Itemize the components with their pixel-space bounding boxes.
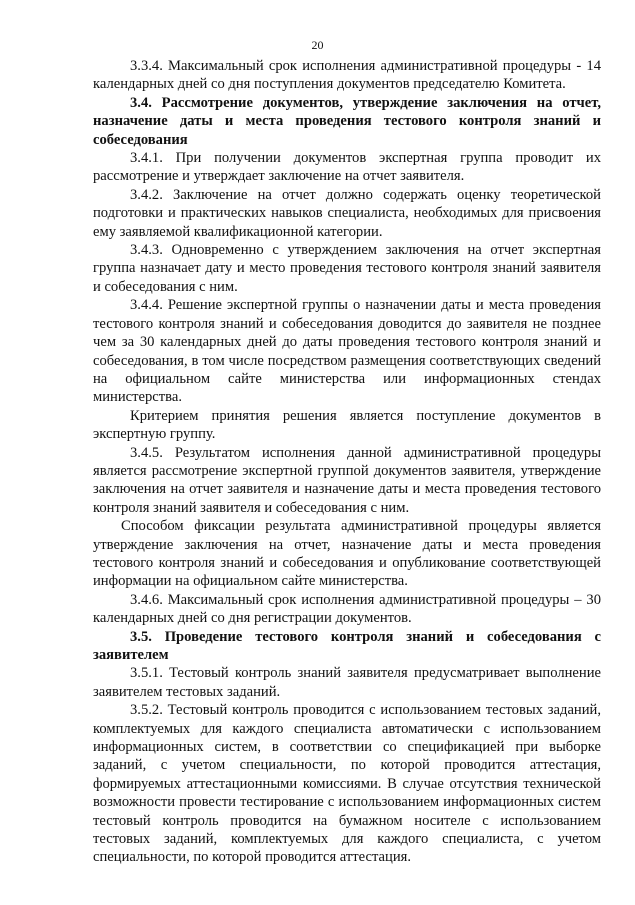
document-body — [93, 57, 601, 867]
section-heading-3-5: 3.5. Проведение тестового контроля знаний и собеседования с заявителем — [93, 628, 601, 663]
paragraph-3-4-4: 3.4.4. Решение экспертной группы о назначении даты и места проведения тестового контроля знаний и собеседования доводится до заявителя не позднее чем за 30 календарных дней до даты проведения тестового контроля знаний и собеседования, в том числе посредством размещения соответствующих сведений на официальном сайте министерства или информационных стендах министерства. — [93, 297, 601, 406]
paragraph-3-4-5: 3.4.5. Результатом исполнения данной административной процедуры является рассмотрение экспертной группой документов заявителя, утверждение заключения на отчет заявителя и назначение даты и места проведения тестового контроля знаний заявителя и собеседования с ним. — [93, 444, 601, 516]
paragraph-3-4-2: 3.4.2. Заключение на отчет должно содержать оценку теоретической подготовки и практических навыков специалиста, необходимых для присвоения ему заявляемой квалификационной категории. — [93, 186, 601, 240]
section-heading-3-4: 3.4. Рассмотрение документов, утверждение заключения на отчет, назначение даты и места проведения тестового контроля знаний и собеседования — [93, 94, 601, 148]
paragraph-3-4-1: 3.4.1. При получении документов экспертная группа проводит их рассмотрение и утверждает заключение на отчет заявителя. — [93, 150, 601, 185]
paragraph-3-5-2: 3.5.2. Тестовый контроль проводится с использованием тестовых заданий, комплектуемых для каждого специалиста автоматически с использованием информационных систем, в соответствии со спецификацией при выборке заданий, с учетом специальности, по которой проводится аттестация, формируемых аттестационными комиссиями. В случае отсутствия технической возможности провести тестирование с использованием информационных систем тестовый контроль проводится на бумажном носителе с использованием тестовых заданий, комплектуемых для каждого специалиста, с учетом специальности, по которой проводится аттестация. — [93, 702, 601, 866]
paragraph-3-5-1: 3.5.1. Тестовый контроль знаний заявителя предусматривает выполнение заявителем тестовых заданий. — [93, 665, 601, 700]
paragraph-3-4-6: 3.4.6. Максимальный срок исполнения административной процедуры – 30 календарных дней со дня регистрации документов. — [93, 591, 601, 627]
paragraph-3-4-3: 3.4.3. Одновременно с утверждением заключения на отчет экспертная группа назначает дату и место проведения тестового контроля знаний заявителя и собеседования с ним. — [93, 242, 601, 295]
page-number: 20 — [311, 38, 324, 52]
paragraph-3-3-4: 3.3.4. Максимальный срок исполнения административной процедуры - 14 календарных дней со дня поступления документов председателю Комитета. — [93, 58, 601, 93]
paragraph-criterion: Критерием принятия решения является поступление документов в экспертную группу. — [93, 407, 601, 443]
paragraph-fixation-method: Способом фиксации результата административной процедуры является утверждение заключения на отчет, назначение даты и места проведения тестового контроля знаний и собеседования и опубликование соответствующей информации на официальном сайте министерства. — [93, 518, 601, 590]
